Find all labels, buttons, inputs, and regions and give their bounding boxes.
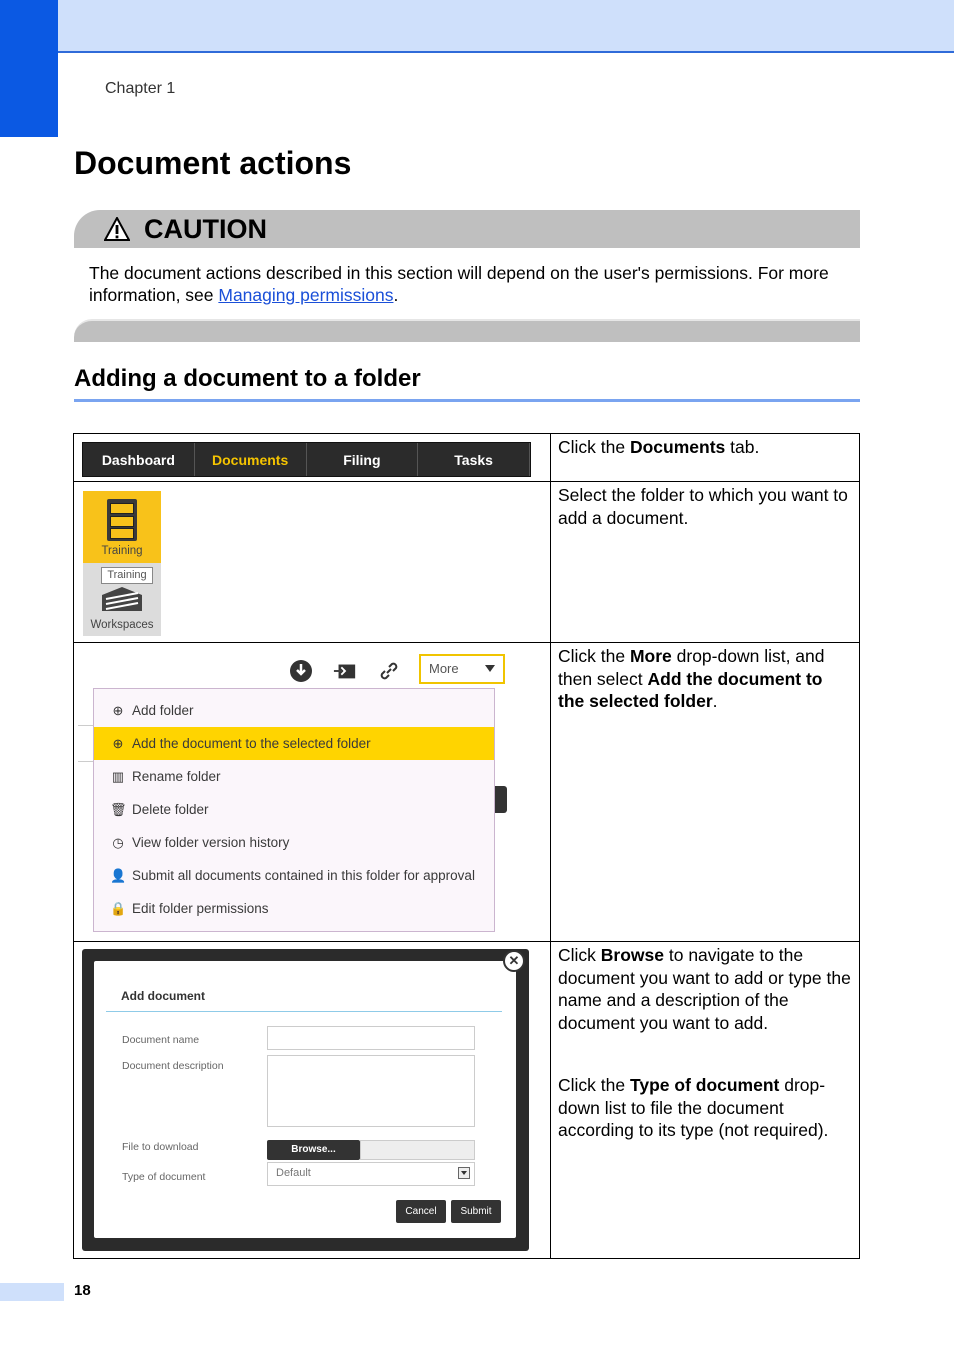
type-of-document-label: Type of document — [122, 1171, 206, 1183]
menu-item-submit-approval[interactable] — [94, 859, 494, 892]
step4-text2-a: Click the — [558, 1075, 630, 1095]
more-menu-zone — [74, 643, 551, 940]
caution-text-end: . — [393, 285, 399, 305]
submit-button[interactable]: Submit — [451, 1200, 501, 1223]
step-image-cell — [74, 942, 551, 1259]
step-text-cell — [551, 434, 860, 482]
step4-text1-c: to navigate to the document you want to add or type the name and a description of the document you want to add. — [558, 945, 851, 1033]
step4-text1-b: Browse — [600, 945, 664, 965]
step1-text-b: Documents — [629, 437, 726, 457]
menu-item-label: Add folder — [132, 703, 194, 718]
step-image-cell — [74, 434, 551, 482]
step4-text2-b: Type of document — [629, 1075, 780, 1095]
filing-cabinet-icon — [107, 499, 137, 541]
menu-item-add-document[interactable] — [94, 727, 494, 760]
document-name-field[interactable] — [267, 1026, 475, 1050]
steps-table — [73, 433, 860, 1259]
file-to-download-label: File to download — [122, 1141, 199, 1153]
menu-item-label: Edit folder permissions — [132, 901, 269, 916]
chevron-down-icon — [458, 1167, 470, 1179]
caution-banner — [74, 210, 860, 248]
step3-text-d: Add the document to the selected folder — [558, 668, 823, 711]
browse-button[interactable]: Browse... — [267, 1140, 360, 1160]
step-row — [74, 942, 860, 1259]
panel-edge — [495, 786, 507, 813]
menu-item-label: Add the document to the selected folder — [132, 736, 371, 751]
download-icon[interactable] — [289, 659, 313, 683]
clock-icon: ◷ — [112, 834, 124, 850]
page-title: Document actions — [74, 145, 352, 181]
menu-item-edit-permissions[interactable] — [94, 892, 494, 925]
rename-icon: ▥ — [111, 768, 125, 784]
file-path-field — [360, 1140, 475, 1160]
step4-paragraph-type — [558, 1074, 853, 1142]
plus-circle-icon: ⊕ — [112, 702, 124, 718]
document-description-field[interactable] — [267, 1055, 475, 1127]
trash-icon: 🗑 — [110, 801, 127, 817]
folder-training[interactable] — [83, 491, 161, 563]
step-row — [74, 434, 860, 482]
section-title: Adding a document to a folder — [74, 365, 421, 392]
page-number: 18 — [74, 1282, 91, 1299]
menu-item-label: Rename folder — [132, 769, 221, 784]
type-select-value: Default — [276, 1167, 311, 1179]
menu-item-delete-folder[interactable] — [94, 793, 494, 826]
step1-text-a: Click the — [558, 437, 630, 457]
menu-item-label: View folder version history — [132, 835, 290, 850]
dialog-rule — [106, 1011, 502, 1012]
step-text-cell — [551, 643, 860, 942]
section-rule — [74, 399, 860, 402]
header-band — [0, 0, 954, 53]
type-of-document-select[interactable] — [267, 1162, 475, 1186]
menu-item-version-history[interactable] — [94, 826, 494, 859]
more-dropdown[interactable] — [419, 654, 505, 684]
document-description-label: Document description — [122, 1060, 224, 1072]
close-icon[interactable]: ✕ — [503, 950, 525, 972]
warning-icon — [104, 217, 130, 241]
step3-text-c: drop-down list, and then select — [558, 646, 825, 689]
workspaces-label: Workspaces — [90, 619, 154, 631]
caution-end-bar — [74, 319, 860, 342]
managing-permissions-link[interactable]: Managing permissions — [218, 285, 394, 305]
step-image-cell — [74, 482, 551, 643]
step4-text1-a: Click — [558, 945, 601, 965]
more-menu — [93, 688, 495, 932]
link-icon[interactable] — [377, 659, 401, 683]
dialog-title: Add document — [121, 989, 205, 1003]
tab-filing[interactable]: Filing — [307, 443, 419, 476]
tab-dashboard[interactable]: Dashboard — [83, 443, 195, 476]
plus-circle-icon: ⊕ — [112, 735, 124, 751]
step3-text-a: Click the — [558, 646, 630, 666]
caution-label: CAUTION — [144, 213, 267, 244]
step1-text-c: tab. — [725, 437, 760, 457]
menu-item-add-folder[interactable] — [94, 694, 494, 727]
chapter-tab-marker — [0, 0, 58, 137]
caution-text-body: The document actions described in this section will depend on the user's permissions. For more information, see — [89, 263, 829, 305]
chevron-down-icon — [485, 665, 495, 672]
divider — [78, 761, 93, 762]
divider — [78, 725, 93, 726]
chapter-label: Chapter 1 — [105, 80, 176, 97]
caution-text — [89, 262, 864, 306]
step-row — [74, 643, 860, 942]
folder-tooltip: Training — [101, 567, 153, 584]
user-approval-icon: 👤 — [110, 867, 127, 883]
cancel-button[interactable]: Cancel — [396, 1200, 446, 1223]
step3-text-b: More — [629, 646, 672, 666]
toolbar-icons — [289, 659, 401, 683]
more-label: More — [429, 661, 459, 676]
menu-item-label: Delete folder — [132, 802, 209, 817]
dialog-body — [94, 961, 516, 1238]
lock-folder-icon: 🔒 — [110, 900, 127, 916]
tab-tasks[interactable]: Tasks — [418, 443, 530, 476]
step4-text2-c: drop-down list to file the document according to its type (not required). — [558, 1075, 829, 1140]
footer-band — [0, 1283, 64, 1301]
menu-item-label: Submit all documents contained in this folder for approval — [132, 868, 475, 883]
app-tab-bar — [82, 442, 531, 477]
step-text-cell: Select the folder to which you want to add a document. — [551, 482, 860, 643]
step4-paragraph-browse — [558, 944, 853, 1034]
folder-panel — [83, 491, 161, 636]
step-image-cell — [74, 643, 551, 942]
workspaces-icon — [100, 585, 144, 613]
move-icon[interactable] — [333, 659, 357, 683]
step-text-cell — [551, 942, 860, 1259]
menu-item-rename-folder[interactable] — [94, 760, 494, 793]
folder-label: Training — [101, 545, 143, 557]
step-row — [74, 482, 860, 643]
step3-text-e: . — [712, 691, 718, 711]
document-name-label: Document name — [122, 1034, 200, 1046]
tab-documents[interactable]: Documents — [195, 443, 307, 476]
add-document-dialog — [82, 949, 529, 1251]
